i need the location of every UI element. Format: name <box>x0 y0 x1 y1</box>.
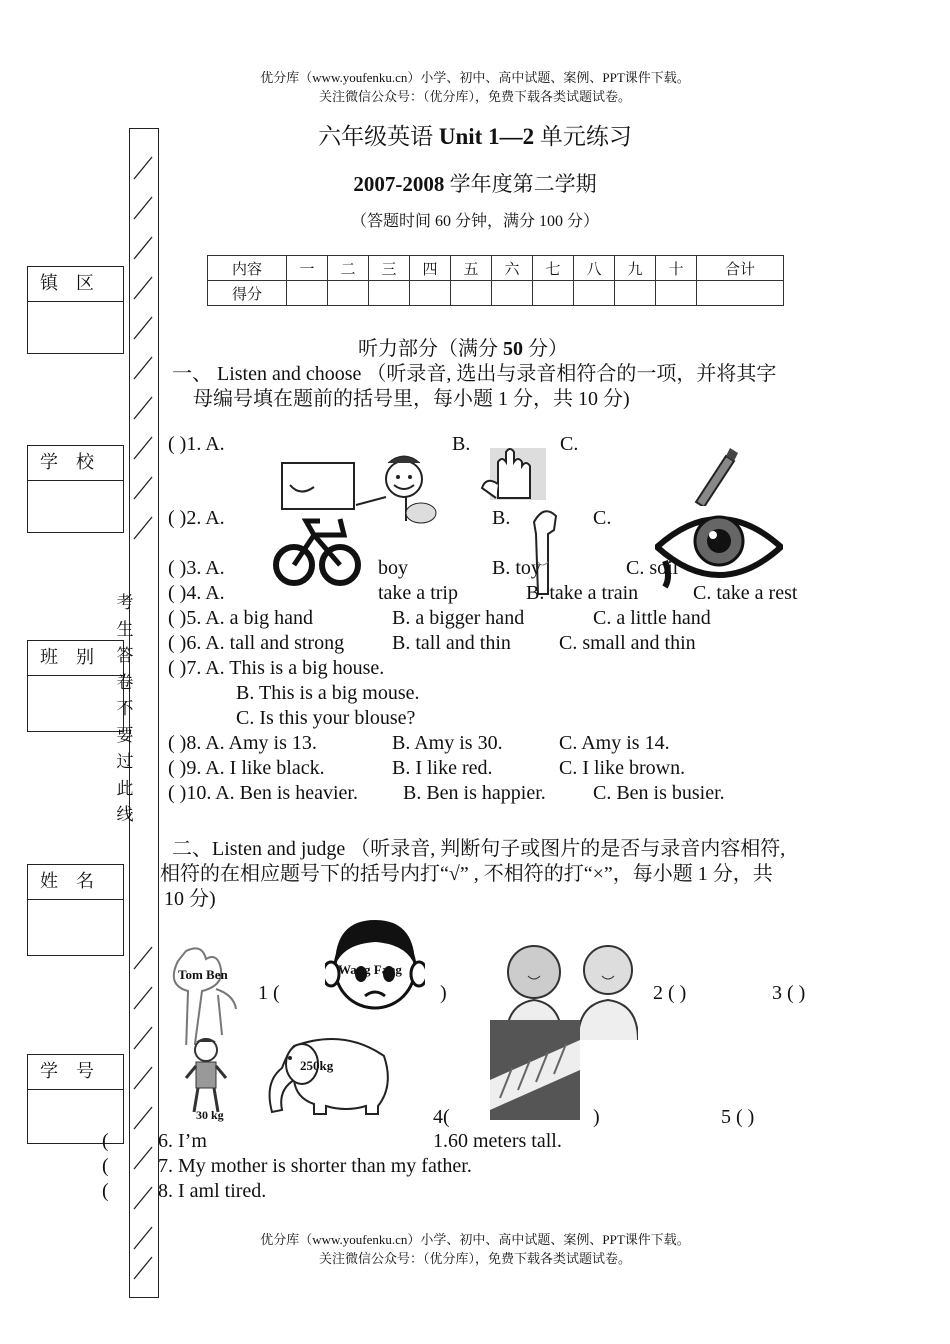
header-line-1: 优分库（www.youfenku.cn）小学、初中、高中试题、案例、PPT课件下载。 <box>260 70 690 85</box>
box-student-id[interactable] <box>27 1054 124 1144</box>
score-cell[interactable] <box>574 281 615 306</box>
question-1-option-c: C. <box>560 433 579 455</box>
question-6-option-c: C. small and thin <box>559 632 696 654</box>
score-header-cell: 内容 <box>208 256 287 281</box>
judge-3[interactable]: 3 ( ) <box>772 982 806 1004</box>
title-post: 单元练习 <box>534 124 632 149</box>
label-wang-fang: Wang Fang <box>338 962 402 977</box>
question-5-option-c: C. a little hand <box>593 607 711 629</box>
score-cell[interactable] <box>492 281 533 306</box>
box-school[interactable] <box>27 445 124 533</box>
score-header-cell: 合计 <box>697 256 784 281</box>
score-header-cell: 六 <box>492 256 533 281</box>
score-cell[interactable] <box>328 281 369 306</box>
judge-5[interactable]: 5 ( ) <box>721 1106 755 1128</box>
question-3-option-a: boy <box>378 557 408 579</box>
question-6-option-b: B. tall and thin <box>392 632 511 654</box>
bandaged-arm-picture <box>490 1020 580 1120</box>
listening-heading-pre: 听力部分（满分 <box>358 338 503 360</box>
sentence-6-paren[interactable]: ( <box>102 1130 109 1152</box>
score-cell[interactable] <box>533 281 574 306</box>
footer-line-1: 优分库（www.youfenku.cn）小学、初中、高中试题、案例、PPT课件下载。 <box>260 1232 690 1247</box>
score-cell[interactable] <box>697 281 784 306</box>
year-term: 学年度第二学期 <box>444 172 597 196</box>
box-name-label: 姓 名 <box>28 865 123 900</box>
hand-picture <box>480 448 550 500</box>
question-8-option-c: C. Amy is 14. <box>559 732 670 754</box>
question-9-option-b: B. I like red. <box>392 757 493 779</box>
box-class-label: 班 别 <box>28 641 123 676</box>
box-student-id-label: 学 号 <box>28 1055 123 1090</box>
sentence-8-paren[interactable]: ( <box>102 1180 109 1202</box>
title-pre: 六年级英语 <box>318 124 439 149</box>
question-3-option-b: B. toy <box>492 557 541 579</box>
score-cell[interactable] <box>615 281 656 306</box>
sentence-6-tail: 1.60 meters tall. <box>433 1130 562 1152</box>
part2-instruction-1: 二、Listen and judge （听录音, 判断句子或图片的是否与录音内容相符, <box>172 838 786 860</box>
judge-4[interactable]: 4( <box>433 1106 450 1128</box>
question-10-option-c: C. Ben is busier. <box>593 782 725 804</box>
question-9-option-c: C. I like brown. <box>559 757 686 779</box>
box-town-label: 镇 区 <box>28 267 123 302</box>
elephant-picture <box>254 1032 394 1118</box>
question-4: ( )4. A. <box>168 582 225 604</box>
part2-instruction-3: 10 分) <box>164 888 216 910</box>
score-row-label: 得分 <box>208 281 287 306</box>
year-range: 2007-2008 <box>353 172 445 196</box>
judge-2[interactable]: 2 ( ) <box>653 982 687 1004</box>
score-cell[interactable] <box>451 281 492 306</box>
question-7-option-c: C. Is this your blouse? <box>236 707 416 729</box>
score-header-cell: 五 <box>451 256 492 281</box>
judge-4-close: ) <box>593 1106 600 1128</box>
question-2-option-c: C. <box>593 507 612 529</box>
bicycle-picture <box>272 507 362 591</box>
question-8: ( )8. A. Amy is 13. <box>168 732 317 754</box>
judge-1[interactable]: 1 ( <box>258 982 280 1004</box>
small-boy-picture <box>182 1036 232 1116</box>
question-1-option-b: B. <box>452 433 471 455</box>
time-note: （答题时间 60 分钟，满分 100 分） <box>350 213 599 230</box>
box-town[interactable] <box>27 266 124 354</box>
sentence-7: 7. My mother is shorter than my father. <box>158 1155 472 1177</box>
question-3-option-c: C. soil <box>626 557 679 579</box>
judge-1-close: ) <box>440 982 447 1004</box>
footer-line-2: 关注微信公众号：（优分库），免费下载各类试题试卷。 <box>318 1251 631 1266</box>
question-2-option-b: B. <box>492 507 511 529</box>
question-7: ( )7. A. This is a big house. <box>168 657 385 679</box>
part1-instruction-1: 一、 Listen and choose （听录音, 选出与录音相符合的一项，并将其字 <box>172 363 777 385</box>
score-header-cell: 四 <box>410 256 451 281</box>
label-tom-ben: Tom Ben <box>178 967 228 982</box>
score-cell[interactable] <box>656 281 697 306</box>
score-cell[interactable] <box>410 281 451 306</box>
listening-heading-score: 50 <box>503 338 523 360</box>
title-unit: Unit 1—2 <box>438 124 535 149</box>
score-table <box>207 255 784 306</box>
header-line-2: 关注微信公众号：（优分库），免费下载各类试题试卷。 <box>318 89 631 104</box>
question-4-option-c: C. take a rest <box>693 582 798 604</box>
question-9: ( )9. A. I like black. <box>168 757 325 779</box>
question-3: ( )3. A. <box>168 557 225 579</box>
listening-heading-post: 分） <box>523 338 568 360</box>
label-boy-weight: 30 kg <box>196 1108 224 1122</box>
two-boys-picture <box>156 945 246 1045</box>
question-4-option-b: B. take a train <box>526 582 639 604</box>
question-10-option-b: B. Ben is happier. <box>403 782 546 804</box>
pencil-picture <box>690 444 740 506</box>
question-8-option-b: B. Amy is 30. <box>392 732 503 754</box>
question-4-option-a: take a trip <box>378 582 458 604</box>
score-header-cell: 七 <box>533 256 574 281</box>
side-notice: 考生答卷不要过此线 <box>116 593 134 825</box>
score-header-cell: 二 <box>328 256 369 281</box>
score-header-cell: 一 <box>287 256 328 281</box>
part2-instruction-2: 相符的在相应题号下的括号内打“√” , 不相符的打“×”，每小题 1 分，共 <box>160 863 773 885</box>
question-5: ( )5. A. a big hand <box>168 607 313 629</box>
score-cell[interactable] <box>369 281 410 306</box>
box-class[interactable] <box>27 640 124 732</box>
sentence-7-paren[interactable]: ( <box>102 1155 109 1177</box>
sentence-8: 8. I aml tired. <box>158 1180 267 1202</box>
score-header-cell: 十 <box>656 256 697 281</box>
part1-instruction-2: 母编号填在题前的括号里，每小题 1 分，共 10 分) <box>193 388 630 410</box>
sentence-6: 6. I’m <box>158 1130 207 1152</box>
question-2: ( )2. A. <box>168 507 225 529</box>
question-1: ( )1. A. <box>168 433 225 455</box>
question-7-option-b: B. This is a big mouse. <box>236 682 420 704</box>
question-6: ( )6. A. tall and strong <box>168 632 345 654</box>
score-header-cell: 八 <box>574 256 615 281</box>
score-cell[interactable] <box>287 281 328 306</box>
label-elephant-weight: 250kg <box>300 1058 334 1073</box>
score-header-cell: 九 <box>615 256 656 281</box>
question-5-option-b: B. a bigger hand <box>392 607 525 629</box>
question-10: ( )10. A. Ben is heavier. <box>168 782 358 804</box>
box-name[interactable] <box>27 864 124 956</box>
box-school-label: 学 校 <box>28 446 123 481</box>
score-header-cell: 三 <box>369 256 410 281</box>
